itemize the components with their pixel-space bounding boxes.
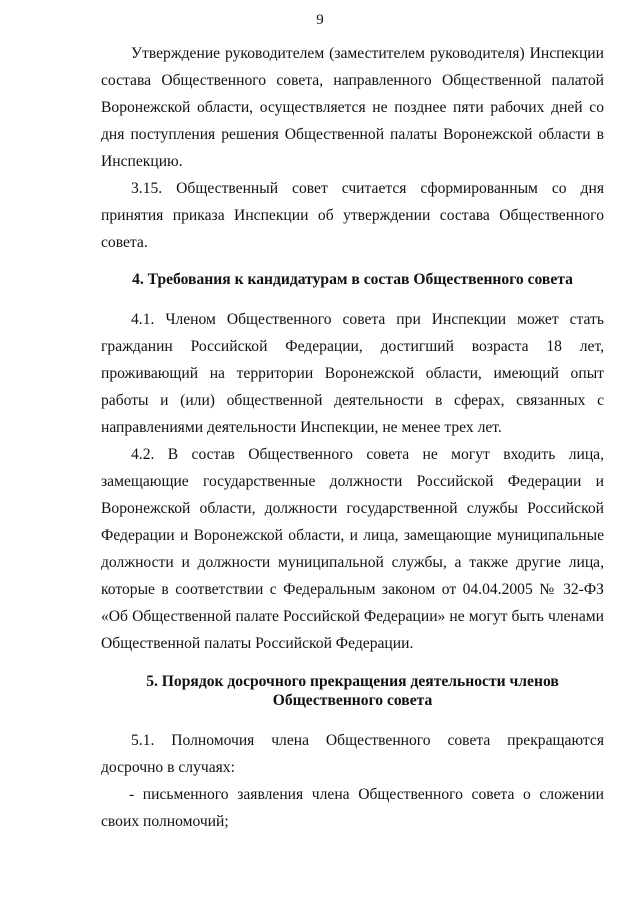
paragraph-4-1: 4.1. Членом Общественного совета при Инспекции может стать гражданин Российской Федерации, достигший возраста 18 лет, проживающий на территории Воронежской области, имеющий опыт работы и (или) общественной деятельности в сферах, связанных с направлениями деятельности Инспекции, не менее трех лет.: [101, 311, 604, 436]
page-number: 9: [316, 12, 324, 28]
paragraph-3-15: 3.15. Общественный совет считается сформированным со дня принятия приказа Инспекции об утверждении состава Общественного совета.: [101, 180, 604, 251]
section-5-heading-line2: Общественного совета: [272, 692, 433, 709]
paragraph-5-1: 5.1. Полномочия члена Общественного совета прекращаются досрочно в случаях:: [101, 732, 604, 776]
section-5-heading-line1: 5. Порядок досрочного прекращения деятельности членов: [146, 673, 559, 690]
paragraph-4-2: 4.2. В состав Общественного совета не могут входить лица, замещающие государственные должности Российской Федерации и Воронежской области, должности государственной службы Российской Федерации и Воронежской области, и лица, замещающие муниципальные должности и должности муниципальной службы, а также другие лица, которые в соответствии с Федеральным законом от 04.04.2005 № 32-ФЗ «Об Общественной палате Российской Федерации» не могут быть членами Общественной палаты Российской Федерации.: [101, 446, 604, 652]
document-body: [101, 40, 604, 835]
section-4-heading-text: 4. Требования к кандидатурам в состав Общественного совета: [132, 271, 573, 288]
paragraph-approval: Утверждение руководителем (заместителем руководителя) Инспекции состава Общественного совета, направленного Общественной палатой Воронежской области, осуществляется не позднее пяти рабочих дней со дня поступления решения Общественной палаты Воронежской области в Инспекцию.: [101, 45, 604, 170]
paragraph-5-1-item-1: - письменного заявления члена Общественного совета о сложении своих полномочий;: [101, 786, 604, 830]
section-4-heading: [101, 270, 604, 289]
section-5-heading: [101, 672, 604, 710]
